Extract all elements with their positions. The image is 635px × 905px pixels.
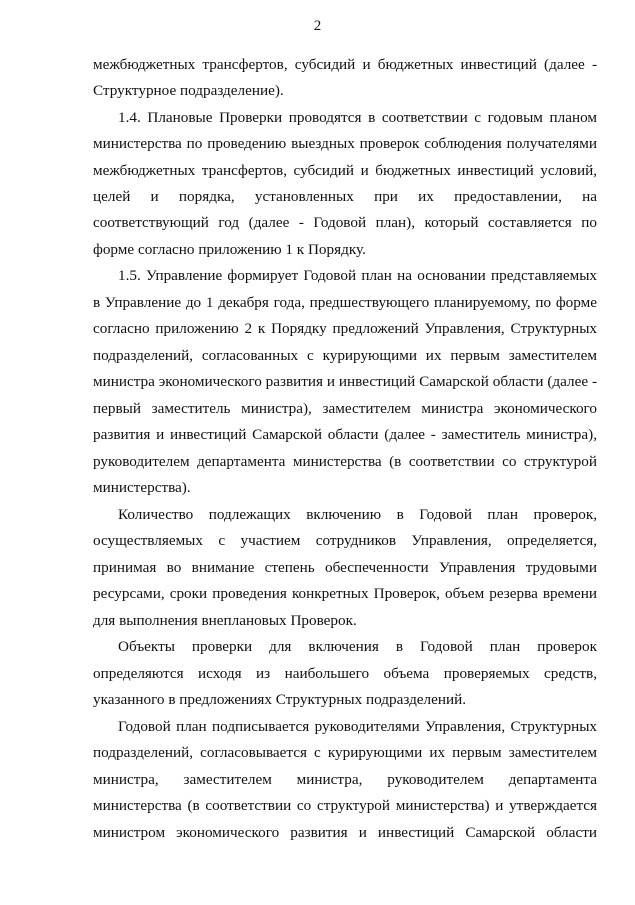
text-line: министерства по проведению выездных проверок соблюдения получателями: [93, 135, 597, 152]
text-line: подразделений, согласованных с курирующими их первым заместителем: [93, 347, 597, 364]
text-line: определяются исходя из наибольшего объема проверяемых средств,: [93, 665, 597, 682]
text-line: Количество подлежащих включению в Годовой план проверок,: [118, 506, 597, 523]
text-line: министра, заместителем министра, руководителем департамента: [93, 771, 597, 788]
text-line: межбюджетных трансфертов, субсидий и бюджетных инвестиций (далее -: [93, 56, 597, 73]
text-line: указанного в предложениях Структурных подразделений.: [93, 691, 467, 708]
text-line: целей и порядка, установленных при их предоставлении, на: [93, 188, 597, 205]
text-line: принимая во внимание степень обеспеченности Управления трудовыми: [93, 559, 597, 576]
text-line: для выполнения внеплановых Проверок.: [93, 612, 357, 629]
text-line: министра экономического развития и инвестиций Самарской области (далее -: [93, 373, 597, 390]
text-line: Годовой план подписывается руководителями Управления, Структурных: [118, 718, 597, 735]
page-number: 2: [313, 18, 322, 34]
text-line: в Управление до 1 декабря года, предшествующего планируемому, по форме: [93, 294, 597, 311]
text-line: межбюджетных трансфертов, субсидий и бюджетных инвестиций условий,: [93, 162, 597, 179]
text-line: Объекты проверки для включения в Годовой план проверок: [118, 638, 597, 655]
text-line: согласно приложению 2 к Порядку предложений Управления, Структурных: [93, 320, 597, 337]
text-line: первый заместитель министра), заместителем министра экономического: [93, 400, 597, 417]
text-line: министерства (в соответствии со структурой министерства) и утверждается: [93, 797, 597, 814]
text-line: 1.4. Плановые Проверки проводятся в соответствии с годовым планом: [118, 109, 597, 126]
text-line: форме согласно приложению 1 к Порядку.: [93, 241, 366, 258]
text-line: Структурное подразделение).: [93, 82, 284, 99]
text-line: министром экономического развития и инвестиций Самарской области: [93, 824, 597, 841]
text-line: 1.5. Управление формирует Годовой план на основании представляемых: [118, 267, 597, 284]
text-line: соответствующий год (далее - Годовой план), который составляется по: [93, 214, 597, 231]
text-line: осуществляемых с участием сотрудников Управления, определяется,: [93, 532, 597, 549]
text-line: подразделений, согласовывается с курирующими их первым заместителем: [93, 744, 597, 761]
text-line: ресурсами, сроки проведения конкретных Проверок, объем резерва времени: [93, 585, 597, 602]
text-line: развития и инвестиций Самарской области (далее - заместитель министра),: [93, 426, 597, 443]
text-line: руководителем департамента министерства (в соответствии со структурой: [93, 453, 597, 470]
text-line: министерства).: [93, 479, 191, 496]
